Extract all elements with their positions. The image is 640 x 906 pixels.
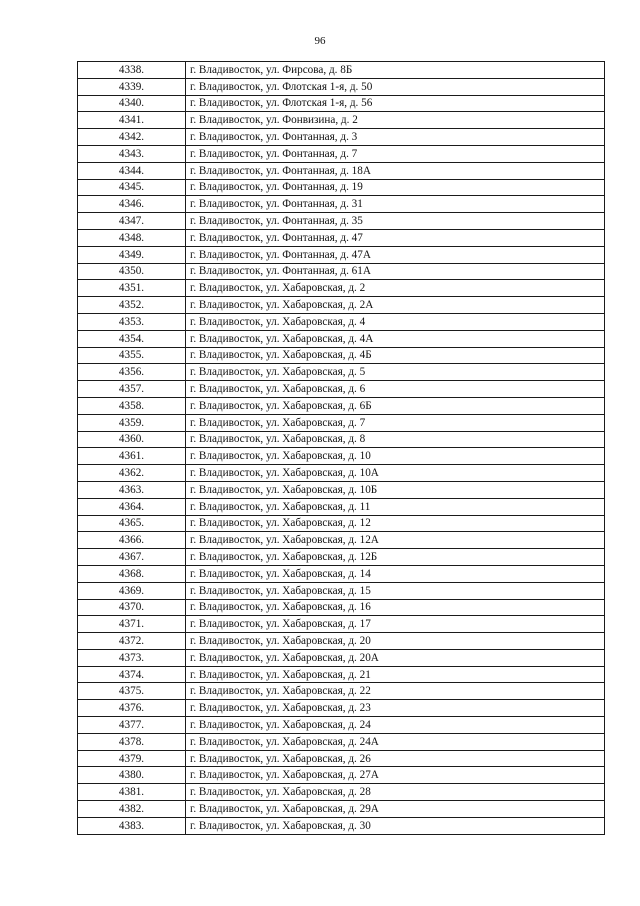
table-row — [78, 397, 605, 414]
row-address: г. Владивосток, ул. Хабаровская, д. 30 — [186, 817, 605, 834]
table-row — [78, 784, 605, 801]
row-number: 4368. — [78, 565, 186, 582]
row-address: г. Владивосток, ул. Хабаровская, д. 27А — [186, 767, 605, 784]
row-number: 4358. — [78, 397, 186, 414]
row-address: г. Владивосток, ул. Хабаровская, д. 16 — [186, 599, 605, 616]
table-row — [78, 549, 605, 566]
row-number: 4354. — [78, 330, 186, 347]
row-address: г. Владивосток, ул. Хабаровская, д. 26 — [186, 750, 605, 767]
table-row — [78, 364, 605, 381]
table-row — [78, 817, 605, 834]
row-address: г. Владивосток, ул. Флотская 1-я, д. 56 — [186, 95, 605, 112]
row-address: г. Владивосток, ул. Хабаровская, д. 4А — [186, 330, 605, 347]
table-row — [78, 381, 605, 398]
row-number: 4370. — [78, 599, 186, 616]
row-address: г. Владивосток, ул. Фонтанная, д. 7 — [186, 145, 605, 162]
row-address: г. Владивосток, ул. Хабаровская, д. 20А — [186, 649, 605, 666]
table-row — [78, 599, 605, 616]
row-address: г. Владивосток, ул. Хабаровская, д. 12 — [186, 515, 605, 532]
table-row — [78, 162, 605, 179]
row-number: 4376. — [78, 700, 186, 717]
table-row — [78, 565, 605, 582]
row-address: г. Владивосток, ул. Хабаровская, д. 20 — [186, 633, 605, 650]
row-number: 4372. — [78, 633, 186, 650]
row-address: г. Владивосток, ул. Хабаровская, д. 24А — [186, 733, 605, 750]
table-row — [78, 330, 605, 347]
table-row — [78, 750, 605, 767]
table-row — [78, 683, 605, 700]
row-number: 4348. — [78, 229, 186, 246]
page-number: 96 — [314, 35, 326, 47]
row-number: 4382. — [78, 801, 186, 818]
row-number: 4338. — [78, 62, 186, 79]
table-row — [78, 213, 605, 230]
row-address: г. Владивосток, ул. Хабаровская, д. 2А — [186, 297, 605, 314]
table-row — [78, 280, 605, 297]
row-number: 4373. — [78, 649, 186, 666]
row-number: 4375. — [78, 683, 186, 700]
table-row — [78, 582, 605, 599]
row-number: 4357. — [78, 381, 186, 398]
row-address: г. Владивосток, ул. Фонтанная, д. 35 — [186, 213, 605, 230]
row-number: 4371. — [78, 616, 186, 633]
row-number: 4359. — [78, 414, 186, 431]
row-number: 4381. — [78, 784, 186, 801]
row-number: 4365. — [78, 515, 186, 532]
row-address: г. Владивосток, ул. Хабаровская, д. 14 — [186, 565, 605, 582]
row-number: 4361. — [78, 448, 186, 465]
row-number: 4379. — [78, 750, 186, 767]
row-number: 4377. — [78, 717, 186, 734]
row-address: г. Владивосток, ул. Хабаровская, д. 15 — [186, 582, 605, 599]
table-row — [78, 179, 605, 196]
row-number: 4356. — [78, 364, 186, 381]
address-table-body — [78, 62, 605, 835]
table-row — [78, 78, 605, 95]
row-number: 4346. — [78, 196, 186, 213]
table-row — [78, 767, 605, 784]
row-number: 4380. — [78, 767, 186, 784]
row-address: г. Владивосток, ул. Фирсова, д. 8Б — [186, 62, 605, 79]
row-address: г. Владивосток, ул. Хабаровская, д. 12А — [186, 532, 605, 549]
row-number: 4340. — [78, 95, 186, 112]
table-row — [78, 465, 605, 482]
table-row — [78, 616, 605, 633]
row-address: г. Владивосток, ул. Фонвизина, д. 2 — [186, 112, 605, 129]
row-number: 4374. — [78, 666, 186, 683]
row-number: 4366. — [78, 532, 186, 549]
row-number: 4378. — [78, 733, 186, 750]
table-row — [78, 313, 605, 330]
row-address: г. Владивосток, ул. Фонтанная, д. 47А — [186, 246, 605, 263]
table-row — [78, 297, 605, 314]
row-address: г. Владивосток, ул. Хабаровская, д. 28 — [186, 784, 605, 801]
row-address: г. Владивосток, ул. Хабаровская, д. 21 — [186, 666, 605, 683]
table-row — [78, 801, 605, 818]
row-address: г. Владивосток, ул. Фонтанная, д. 61А — [186, 263, 605, 280]
row-number: 4353. — [78, 313, 186, 330]
row-address: г. Владивосток, ул. Фонтанная, д. 19 — [186, 179, 605, 196]
row-number: 4369. — [78, 582, 186, 599]
row-number: 4342. — [78, 129, 186, 146]
address-table — [77, 61, 605, 835]
row-address: г. Владивосток, ул. Хабаровская, д. 17 — [186, 616, 605, 633]
table-row — [78, 145, 605, 162]
row-address: г. Владивосток, ул. Хабаровская, д. 22 — [186, 683, 605, 700]
row-address: г. Владивосток, ул. Хабаровская, д. 10А — [186, 465, 605, 482]
row-number: 4349. — [78, 246, 186, 263]
table-row — [78, 532, 605, 549]
table-row — [78, 263, 605, 280]
row-address: г. Владивосток, ул. Фонтанная, д. 18А — [186, 162, 605, 179]
table-row — [78, 515, 605, 532]
table-row — [78, 196, 605, 213]
row-number: 4345. — [78, 179, 186, 196]
row-address: г. Владивосток, ул. Хабаровская, д. 23 — [186, 700, 605, 717]
table-row — [78, 448, 605, 465]
row-address: г. Владивосток, ул. Хабаровская, д. 6Б — [186, 397, 605, 414]
row-address: г. Владивосток, ул. Фонтанная, д. 3 — [186, 129, 605, 146]
row-address: г. Владивосток, ул. Хабаровская, д. 2 — [186, 280, 605, 297]
row-number: 4343. — [78, 145, 186, 162]
table-row — [78, 129, 605, 146]
row-number: 4352. — [78, 297, 186, 314]
row-address: г. Владивосток, ул. Хабаровская, д. 4Б — [186, 347, 605, 364]
table-row — [78, 649, 605, 666]
table-row — [78, 481, 605, 498]
row-number: 4347. — [78, 213, 186, 230]
row-address: г. Владивосток, ул. Хабаровская, д. 7 — [186, 414, 605, 431]
table-row — [78, 431, 605, 448]
table-row — [78, 95, 605, 112]
row-address: г. Владивосток, ул. Хабаровская, д. 11 — [186, 498, 605, 515]
table-row — [78, 229, 605, 246]
row-number: 4341. — [78, 112, 186, 129]
row-address: г. Владивосток, ул. Хабаровская, д. 6 — [186, 381, 605, 398]
row-number: 4364. — [78, 498, 186, 515]
table-row — [78, 717, 605, 734]
row-number: 4344. — [78, 162, 186, 179]
table-row — [78, 62, 605, 79]
table-row — [78, 700, 605, 717]
row-address: г. Владивосток, ул. Фонтанная, д. 31 — [186, 196, 605, 213]
row-number: 4355. — [78, 347, 186, 364]
row-address: г. Владивосток, ул. Флотская 1-я, д. 50 — [186, 78, 605, 95]
row-number: 4351. — [78, 280, 186, 297]
row-address: г. Владивосток, ул. Хабаровская, д. 4 — [186, 313, 605, 330]
table-row — [78, 112, 605, 129]
row-address: г. Владивосток, ул. Хабаровская, д. 24 — [186, 717, 605, 734]
row-address: г. Владивосток, ул. Хабаровская, д. 5 — [186, 364, 605, 381]
row-number: 4339. — [78, 78, 186, 95]
row-address: г. Владивосток, ул. Хабаровская, д. 10 — [186, 448, 605, 465]
row-address: г. Владивосток, ул. Хабаровская, д. 12Б — [186, 549, 605, 566]
table-row — [78, 633, 605, 650]
table-row — [78, 347, 605, 364]
row-number: 4383. — [78, 817, 186, 834]
table-row — [78, 666, 605, 683]
row-number: 4360. — [78, 431, 186, 448]
table-row — [78, 733, 605, 750]
row-number: 4350. — [78, 263, 186, 280]
table-row — [78, 414, 605, 431]
row-number: 4363. — [78, 481, 186, 498]
row-number: 4362. — [78, 465, 186, 482]
row-number: 4367. — [78, 549, 186, 566]
table-row — [78, 498, 605, 515]
row-address: г. Владивосток, ул. Хабаровская, д. 8 — [186, 431, 605, 448]
row-address: г. Владивосток, ул. Фонтанная, д. 47 — [186, 229, 605, 246]
row-address: г. Владивосток, ул. Хабаровская, д. 29А — [186, 801, 605, 818]
table-row — [78, 246, 605, 263]
row-address: г. Владивосток, ул. Хабаровская, д. 10Б — [186, 481, 605, 498]
